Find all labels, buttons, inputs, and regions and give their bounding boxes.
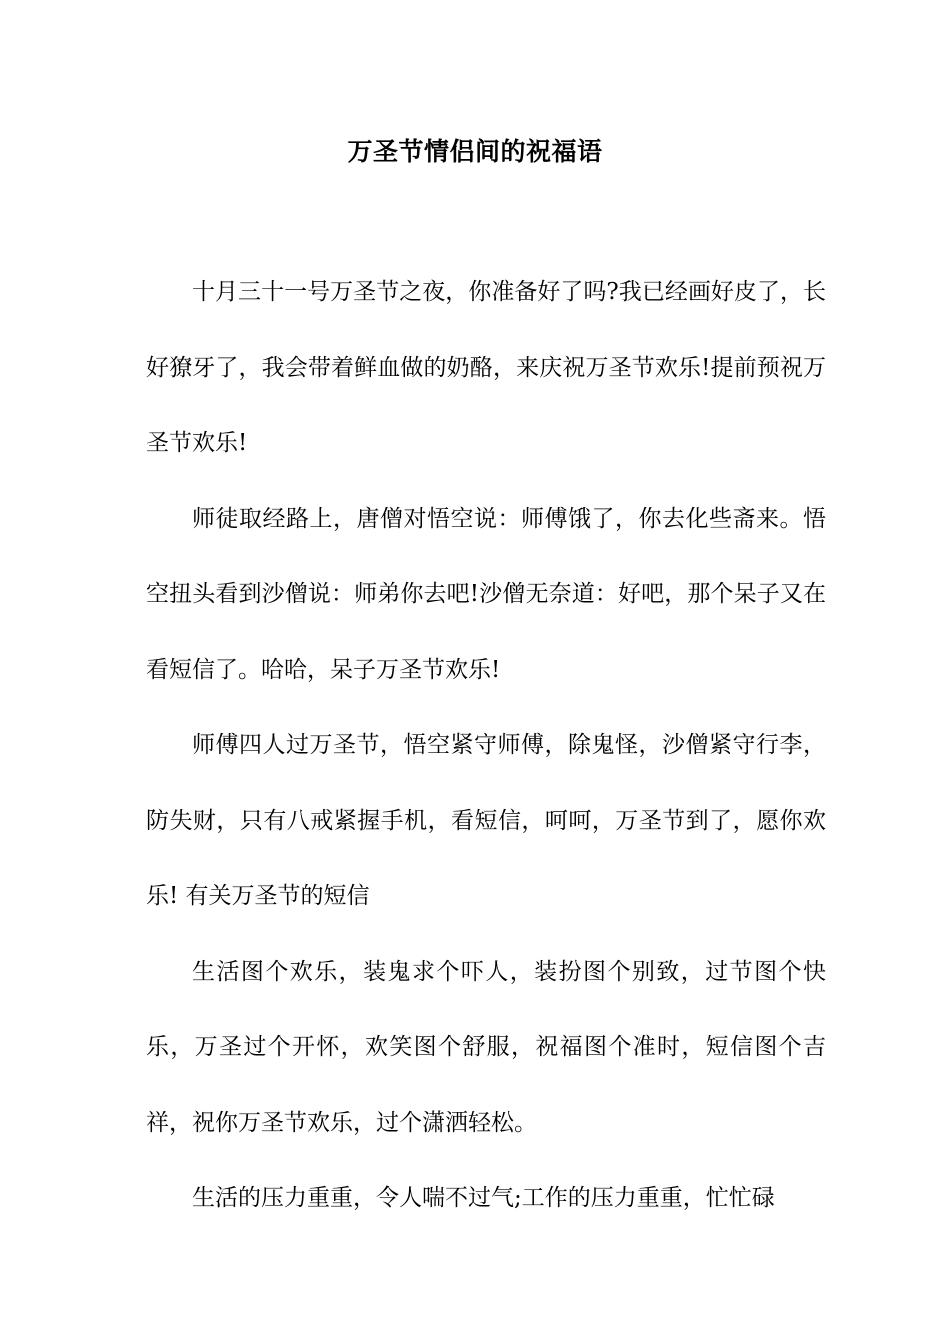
paragraph: 师傅四人过万圣节，悟空紧守师傅，除鬼怪，沙僧紧守行李，防失财，只有八戒紧握手机，看短信，呵呵，万圣节到了，愿你欢乐! 有关万圣节的短信	[146, 732, 826, 909]
document-body	[146, 255, 826, 1237]
paragraph: 生活的压力重重，令人喘不过气;工作的压力重重，忙忙碌	[192, 1185, 775, 1211]
paragraph: 师徒取经路上，唐僧对悟空说：师傅饿了，你去化些斋来。悟空扭头看到沙僧说：师弟你去吧!沙僧无奈道：好吧，那个呆子又在看短信了。哈哈，呆子万圣节欢乐!	[146, 505, 826, 683]
paragraph: 十月三十一号万圣节之夜，你准备好了吗?我已经画好皮了，长好獠牙了，我会带着鲜血做的奶酪，来庆祝万圣节欢乐!提前预祝万圣节欢乐!	[146, 279, 826, 456]
paragraph: 生活图个欢乐，装鬼求个吓人，装扮图个别致，过节图个快乐，万圣过个开怀，欢笑图个舒服，祝福图个准时，短信图个吉祥，祝你万圣节欢乐，过个潇洒轻松。	[146, 958, 826, 1136]
document-title: 万圣节情侣间的祝福语	[347, 137, 603, 166]
